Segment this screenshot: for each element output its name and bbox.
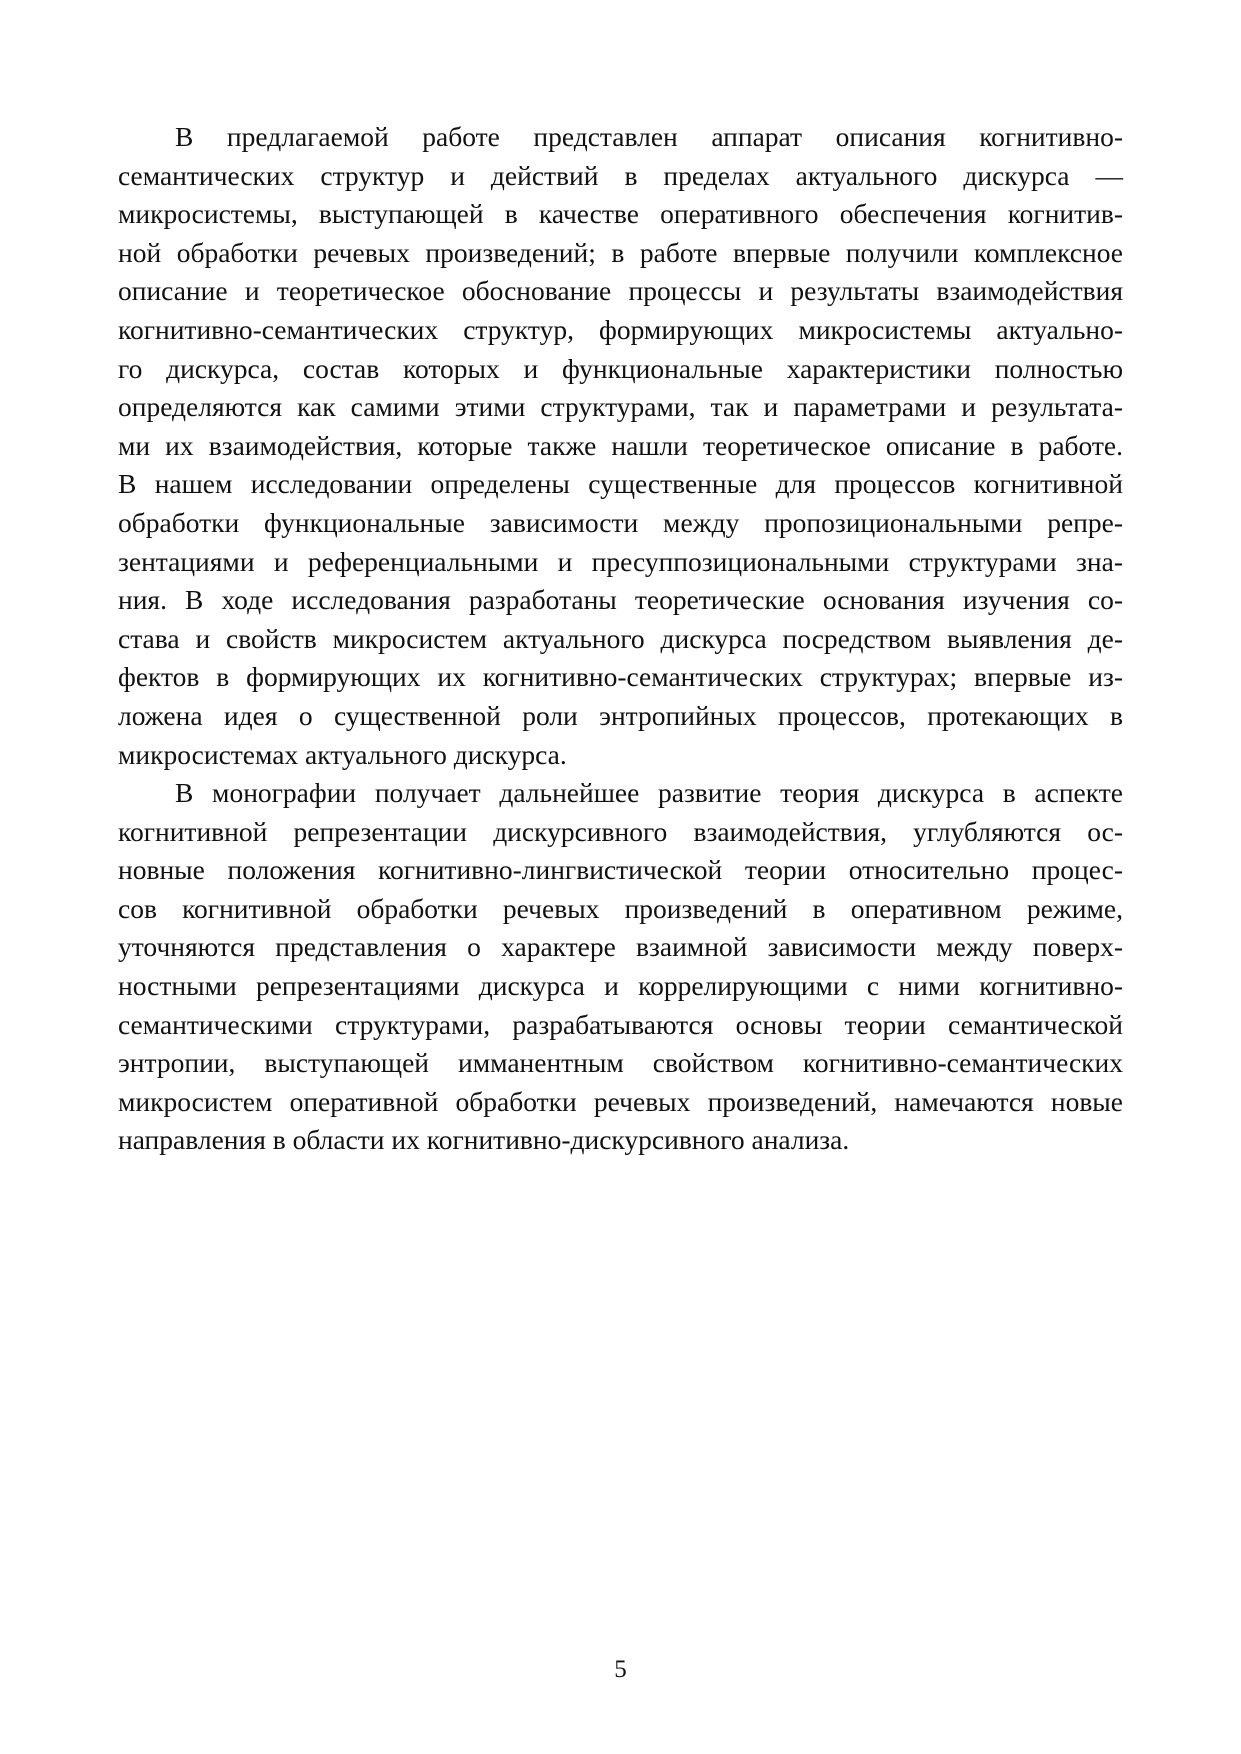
text-line: микросистем оперативной обработки речевых произведений, намечаются новые — [118, 1085, 1123, 1117]
text-line: В нашем исследовании определены существенные для процессов когнитивной — [118, 468, 1123, 500]
text-line: энтропии, выступающей имманентным свойством когнитивно-семантических — [118, 1047, 1123, 1079]
text-line: микросистемах актуального дискурса. — [118, 738, 567, 770]
text-line: обработки функциональные зависимости между пропозициональными репре- — [118, 506, 1123, 538]
text-line: новные положения когнитивно-лингвистической теории относительно процес- — [118, 854, 1123, 886]
text-line: ния. В ходе исследования разработаны теоретические основания изучения со- — [118, 584, 1123, 616]
text-line: ложена идея о существенной роли энтропийных процессов, протекающих в — [118, 699, 1123, 731]
text-line: ностными репрезентациями дискурса и коррелирующими с ними когнитивно- — [118, 970, 1123, 1002]
text-line: определяются как самими этими структурами, так и параметрами и результата- — [118, 391, 1123, 423]
page-number: 5 — [614, 1656, 627, 1683]
text-line: сов когнитивной обработки речевых произведений в оперативном режиме, — [118, 892, 1123, 924]
text-line: микросистемы, выступающей в качестве оперативного обеспечения когнитив- — [118, 198, 1123, 230]
text-line: В предлагаемой работе представлен аппарат описания когнитивно- — [175, 121, 1123, 152]
text-line: уточняются представления о характере взаимной зависимости между поверх- — [118, 931, 1123, 963]
text-line: направления в области их когнитивно-дискурсивного анализа. — [118, 1124, 850, 1156]
text-line: описание и теоретическое обоснование процессы и результаты взаимодействия — [118, 275, 1123, 307]
text-line: фектов в формирующих их когнитивно-семантических структурах; впервые из- — [118, 661, 1123, 693]
paragraph-1 — [118, 118, 1123, 774]
text-line: ной обработки речевых произведений; в работе впервые получили комплексное — [118, 236, 1123, 268]
text-line: когнитивно-семантических структур, формирующих микросистемы актуально- — [118, 313, 1123, 345]
text-line: зентациями и референциальными и пресуппозициональными структурами зна- — [118, 545, 1123, 577]
text-line: става и свойств микросистем актуального дискурса посредством выявления де- — [118, 622, 1123, 654]
text-line: семантических структур и действий в пределах актуального дискурса — — [118, 159, 1123, 191]
text-line: го дискурса, состав которых и функциональные характеристики полностью — [118, 352, 1123, 384]
paragraph-2 — [118, 774, 1123, 1160]
text-line: В монографии получает дальнейшее развитие теория дискурса в аспекте — [175, 777, 1123, 809]
text-line: когнитивной репрезентации дискурсивного взаимодействия, углубляются ос- — [118, 815, 1123, 847]
text-line: семантическими структурами, разрабатываются основы теории семантической — [118, 1008, 1123, 1040]
text-line: ми их взаимодействия, которые также нашли теоретическое описание в работе. — [118, 429, 1123, 461]
body-text — [118, 118, 1123, 1160]
